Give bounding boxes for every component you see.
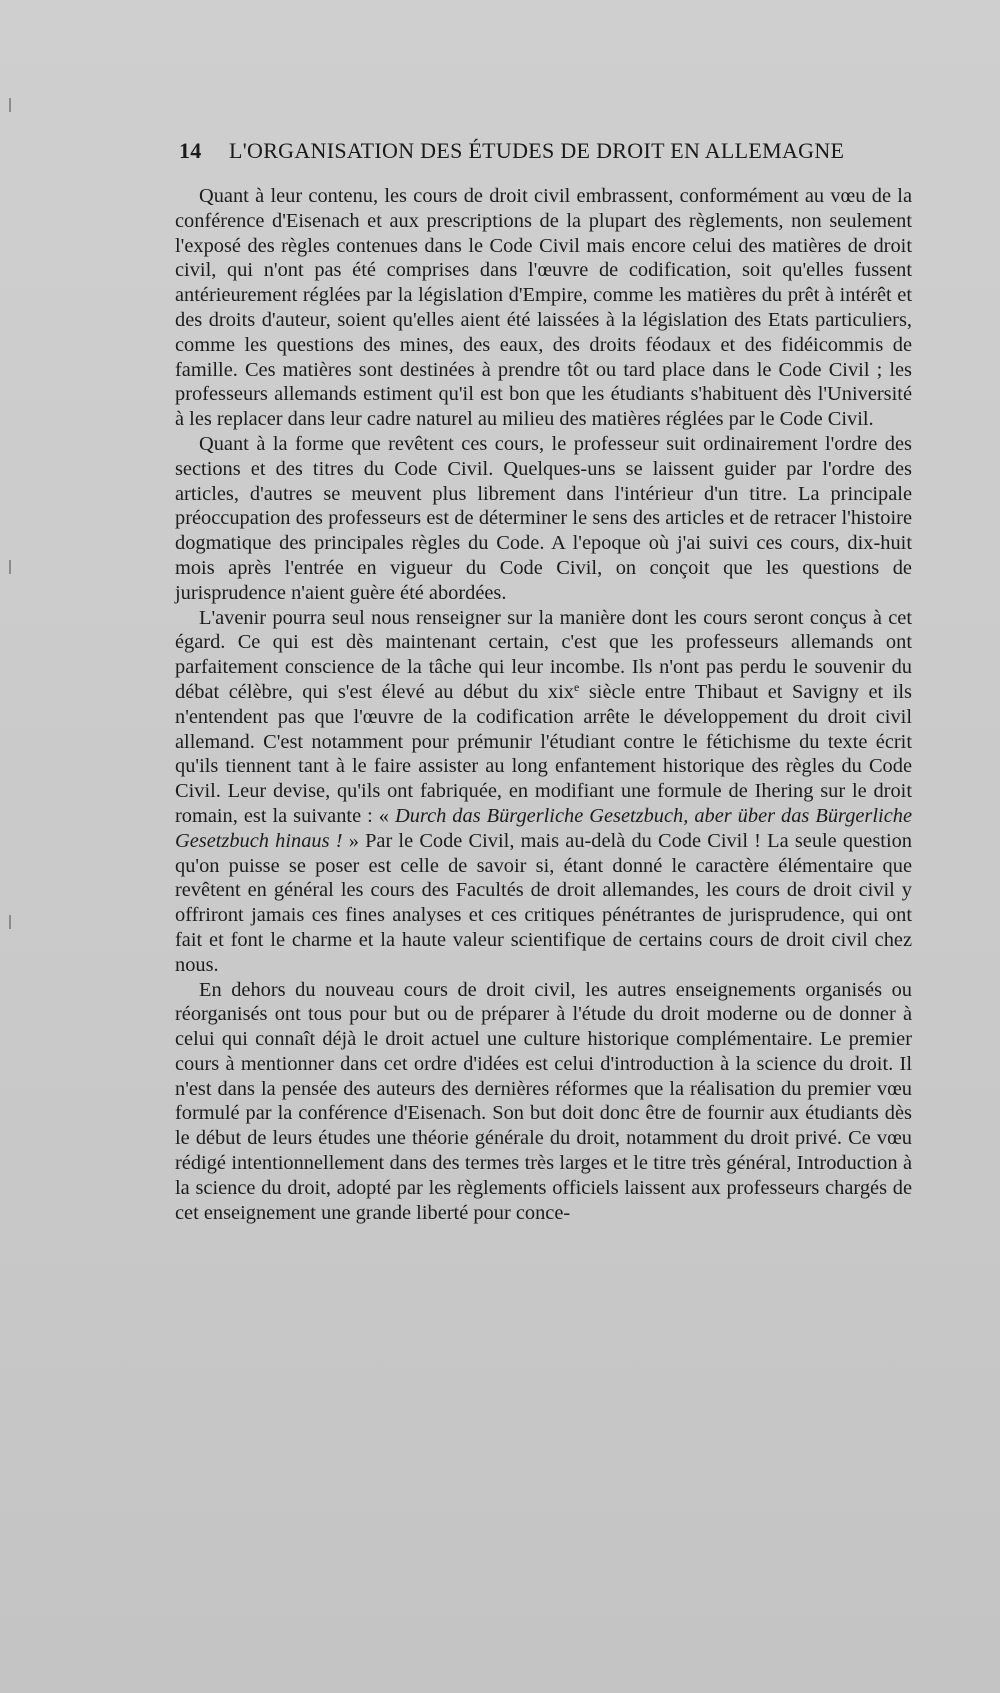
century-superscript: e — [573, 679, 580, 694]
paragraph-avenir-text-3: » Par le Code Civil, mais au-delà du Code Civil ! La seule question qu'on puisse se poser est celle de savoir si, étant donné le caractère élémentaire que revêtent en général les cours des Facultés de droit allemandes, les cours de droit civil y offriront jamais ces fines analyses et ces critiques pénétrantes de jurisprudence, qui ont fait et font le charme et la haute valeur scientifique de certains cours de droit civil chez nous. — [175, 829, 912, 976]
paragraph-enseignements: En dehors du nouveau cours de droit civil, les autres enseignements organisés ou réorganisés ont tous pour but ou de préparer à l'étude du droit moderne ou de donner à celui qui connaît déjà le droit actuel une culture historique complémentaire. Le premier cours à mentionner dans cet ordre d'idées est celui d'introduction à la science du droit. Il n'est dans la pensée des auteurs des dernières réformes que la réalisation du premier vœu formulé par la conférence d'Eisenach. Son but doit donc être de fournir aux étudiants dès le début de leurs études une théorie générale du droit, notamment du droit privé. Ce vœu rédigé intentionnellement dans des termes très larges et le titre très général, Introduction à la science du droit, adopté par les règlements officiels laissent aux professeurs chargés de cet enseignement une grande liberté pour conce- — [175, 978, 912, 1224]
running-title: L'ORGANISATION DES ÉTUDES DE DROIT EN ALLEMAGNE — [229, 138, 845, 163]
paragraph-forme: Quant à la forme que revêtent ces cours, le professeur suit ordinairement l'ordre des sections et des titres du Code Civil. Quelques-uns se laissent guider par l'ordre des articles, d'autres se meuvent plus librement dans l'intérieur d'un titre. La principale préoccupation des professeurs est de déterminer le sens des articles et de retracer l'histoire dogmatique des principales règles du Code. A l'epoque où j'ai suivi ces cours, dix-huit mois après l'entrée en vigueur du Code Civil, on conçoit que les questions de jurisprudence n'aient guère été abordées. — [175, 432, 912, 604]
page-edge-mark — [9, 915, 11, 929]
page-edge-mark — [9, 98, 11, 112]
paragraph-avenir — [175, 606, 912, 978]
body-text — [175, 184, 912, 1225]
paragraph-avenir-text-2: siècle entre Thibaut et Savigny et ils n'entendent pas que l'œuvre de la codification arrête le développement du droit civil allemand. C'est notamment pour prémunir l'étudiant contre le fétichisme du texte écrit qu'ils tiennent tant à le faire assister au long enfantement historique des règles du Code Civil. Leur devise, qu'ils ont fabriquée, en modifiant une formule de Ihering sur le droit romain, est la suivante : « — [175, 680, 912, 827]
paragraph-avenir-text-1: L'avenir pourra seul nous renseigner sur la manière dont les cours seront conçus à cet égard. Ce qui est dès maintenant certain, c'est que les professeurs allemands ont parfaitement conscience de la tâche qui leur incombe. Ils n'ont pas perdu le souvenir du débat célèbre, qui s'est élevé au début du — [175, 606, 912, 703]
page-number: 14 — [179, 138, 202, 163]
paragraph-contenu: Quant à leur contenu, les cours de droit civil embrassent, conformément au vœu de la conférence d'Eisenach et aux prescriptions de la plupart des règlements, non seulement l'exposé des règles contenues dans le Code Civil mais encore celui des matières de droit civil, qui n'ont pas été comprises dans l'œuvre de codification, soit qu'elles fussent antérieurement réglées par la législation d'Empire, comme les matières du prêt à intérêt et des droits d'auteur, soient qu'elles aient été laissées à la législation des Etats particuliers, comme les questions des mines, des eaux, des droits féodaux et des fidéicommis de famille. Ces matières sont destinées à prendre tôt ou tard place dans le Code Civil ; les professeurs allemands estiment qu'il est bon que les étudiants s'habituent dès l'Université à les replacer dans leur cadre naturel au milieu des matières réglées par le Code Civil. — [175, 185, 912, 431]
page-edge-mark — [9, 560, 11, 574]
german-motto: Durch das Bürgerliche Gesetzbuch, aber über das Bürgerliche Gesetzbuch hinaus ! — [175, 804, 912, 852]
century-numeral: xix — [547, 680, 574, 703]
running-header — [179, 138, 899, 164]
